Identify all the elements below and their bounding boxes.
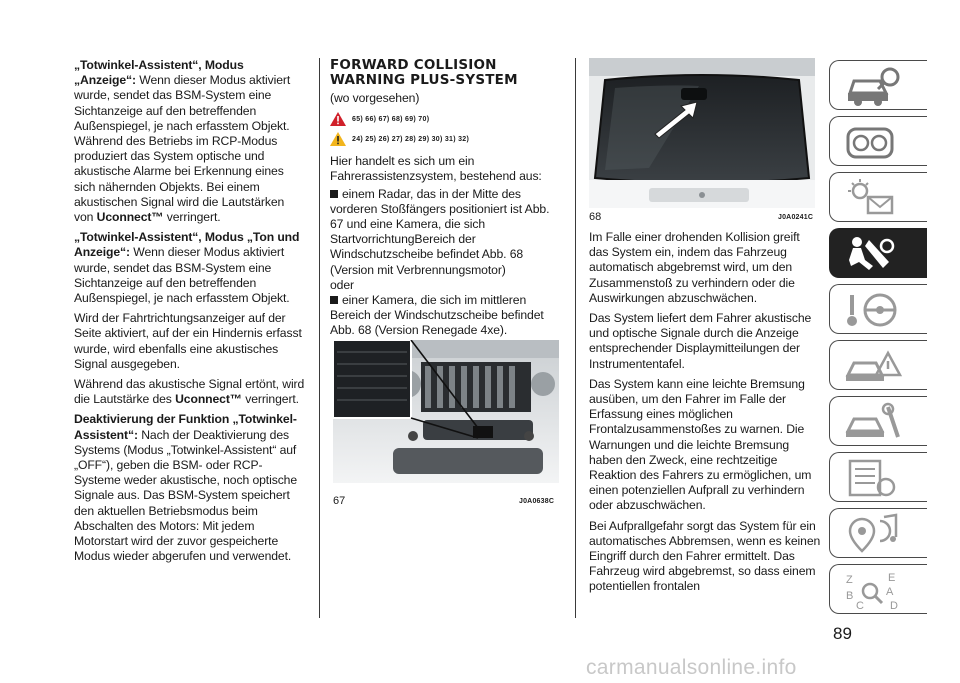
- safety-icon: [843, 232, 903, 274]
- section-subtitle: (wo vorgesehen): [330, 91, 420, 105]
- index-letter: A: [886, 586, 894, 598]
- page-number: 89: [833, 624, 852, 643]
- index-letter: Z: [846, 574, 853, 586]
- text-column-middle: [330, 58, 562, 344]
- paragraph-turn-signal: Wird der Fahrtrichtungsanzeiger auf der Seite aktiviert, auf der ein Hindernis erfasst wurde, wird ebenfalls eine akustisches Signal ausgegeben.: [74, 311, 302, 371]
- emergency-icon: [844, 345, 904, 387]
- maintenance-icon: [844, 401, 904, 443]
- index-letter: B: [846, 590, 854, 602]
- list-item-radar: einem Radar, das in der Mitte des vorderen Stoßfängers positioniert ist Abb. 67 und eine Kamera, die sich StartvorrichtungBereich der Windschutzscheibe befindet Abb. 68 (Version mit Verbrennungsmotor): [330, 186, 550, 277]
- index-icon: [844, 569, 904, 611]
- tab-starting-driving[interactable]: [829, 284, 927, 334]
- figure-67-code: J0A0638C: [519, 498, 555, 505]
- paragraph-auto-braking: Bei Aufprallgefahr sorgt das System für ein automatisches Abbremsen, wenn es keinen Eingriff durch den Fahrer ermittelt. Das Fahrzeug wird abgebremst, so dass einem potentiellen frontalen: [589, 518, 821, 594]
- tab-dashboard[interactable]: [829, 116, 927, 166]
- vehicle-knowledge-icon: [844, 65, 904, 107]
- tab-technical-data[interactable]: [829, 452, 927, 502]
- warning-triangle-yellow-icon: [330, 132, 346, 146]
- intro-paragraph: Hier handelt es sich um ein Fahrerassistenzsystem, bestehend aus:: [330, 154, 542, 184]
- column-divider: [319, 58, 320, 618]
- oder-text: oder: [330, 277, 354, 292]
- text-column-right: [589, 230, 821, 600]
- bullet-square-icon: [330, 296, 338, 304]
- column-divider: [575, 58, 576, 618]
- dashboard-icon: [844, 121, 904, 163]
- paragraph-volume: Während das akustische Signal ertönt, wird die Lautstärke des Uconnect™ verringert.: [74, 377, 305, 407]
- paragraph-sound-display-mode: „Totwinkel-Assistent“, Modus „Ton und Anzeige“: Wenn dieser Modus aktiviert wurde, sendet das BSM-System eine Sichtanzeige auf den betreffenden Außenspiegel, je nach erfasstem Objekt.: [74, 230, 300, 306]
- tab-emergency[interactable]: [829, 340, 927, 390]
- brand-uconnect: Uconnect™: [96, 210, 164, 225]
- lights-warnings-icon: [844, 177, 904, 219]
- tab-lights-warnings[interactable]: [829, 172, 927, 222]
- figure-68-code: J0A0241C: [778, 214, 814, 221]
- section-title: FORWARD COLLISION WARNING PLUS-SYSTEM: [330, 57, 518, 88]
- warning-refs-yellow: 24) 25) 26) 27) 28) 29) 30) 31) 32): [352, 135, 470, 143]
- paragraph-deactivation: Deaktivierung der Funktion „Totwinkel-Assistent“: Nach der Deaktivierung des Systems (Modus „Totwinkel-Assistent“ auf „OFF“), geben die BSM- oder RCP-Systeme weder akustische, noch optische Signale aus. Das BSM-System speichert den aktuellen Betriebsmodus beim Abschalten des Motors: Mit jedem Motorstart wird der zuvor gespeicherte Modus wieder abgerufen und verwendet.: [74, 412, 298, 564]
- warning-refs-red: 65) 66) 67) 68) 69) 70): [352, 115, 430, 123]
- starting-driving-icon: [844, 289, 904, 331]
- figure-68-number: 68: [589, 211, 602, 223]
- figure-67-front-bumper: [333, 340, 559, 483]
- paragraph-light-braking: Das System kann eine leichte Bremsung ausüben, um den Fahrer im Falle der Erfassung eines möglichen Frontalzusammenstoßes zu warnen. Die Warnungen und die leichte Bremsung haben den Zweck, eine rechtzeitige Reaktion des Fahrers zu ermöglichen, um einen potenziellen Aufprall zu verhindern oder abzuschwächen.: [589, 376, 812, 513]
- heading-display-mode: „Totwinkel-Assistent“, Modus „Anzeige“:: [74, 58, 244, 88]
- figure-67-number: 67: [333, 495, 346, 507]
- index-letter: E: [888, 572, 896, 584]
- warning-triangle-red-icon: [330, 112, 346, 126]
- bullet-square-icon: [330, 190, 338, 198]
- heading-deactivation: Deaktivierung der Funktion „Totwinkel-Assistent“:: [74, 412, 297, 442]
- index-letter: D: [890, 600, 898, 611]
- paragraph-signals: Das System liefert dem Fahrer akustische und optische Signale durch die Anzeige entsprechender Displaymitteilungen der Instrumententafel.: [589, 311, 812, 371]
- tab-safety-active[interactable]: [829, 228, 927, 278]
- text-column-left: [74, 58, 306, 570]
- warning-row-yellow: [330, 130, 562, 148]
- list-item-camera: einer Kamera, die sich im mittleren Bereich der Windschutzscheibe befindet Abb. 68 (Version Renegade 4xe).: [330, 293, 544, 338]
- tab-maintenance[interactable]: [829, 396, 927, 446]
- tab-vehicle-knowledge[interactable]: [829, 60, 927, 110]
- tab-multimedia[interactable]: [829, 508, 927, 558]
- warning-row-red: [330, 110, 562, 128]
- watermark: carmanualsonline.info: [586, 656, 797, 679]
- index-letter: C: [856, 600, 864, 611]
- paragraph-collision-intervention: Im Falle einer drohenden Kollision greift das System ein, indem das Fahrzeug automatisch abgebremst wird, um den Zusammenstoß zu verhindern oder die Auswirkungen abzuschwächen.: [589, 230, 800, 305]
- tab-index[interactable]: [829, 564, 927, 614]
- heading-sound-display-mode: „Totwinkel-Assistent“, Modus „Ton und Anzeige“:: [74, 230, 300, 260]
- brand-uconnect: Uconnect™: [175, 392, 242, 407]
- technical-data-icon: [844, 457, 904, 499]
- figure-68-windshield-camera: [589, 58, 815, 208]
- paragraph-display-mode: „Totwinkel-Assistent“, Modus „Anzeige“: Wenn dieser Modus aktiviert wurde, sendet das BSM-System eine Sichtanzeige auf den betreffenden Außenspiegel, je nach erfasstem Objekt. Während des Betriebs im RCP-Modus produziert das System optische und akustische Alarme bei Erkennung eines sich nähernden Objekts. Bei einem akustischen Signal wird die Lautstärken von Uconnect™ verringert.: [74, 58, 291, 225]
- multimedia-icon: [844, 513, 904, 555]
